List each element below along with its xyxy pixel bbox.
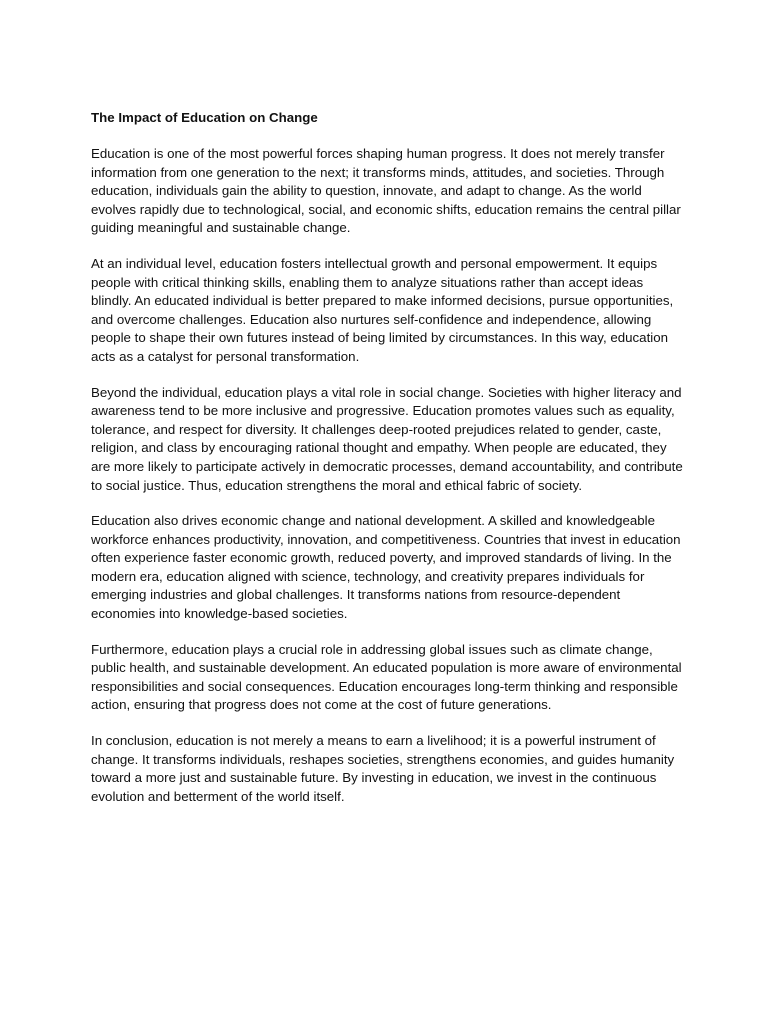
document-page — [91, 109, 683, 823]
paragraph-individual-level: At an individual level, education fosters intellectual growth and personal empowerment. It equips people with critical thinking skills, enabling them to analyze situations rather than accept ideas blindly. An educated individual is better prepared to make informed decisions, pursue opportunities, and overcome challenges. Education also nurtures self-confidence and independence, allowing people to shape their own futures instead of being limited by circumstances. In this way, education acts as a catalyst for personal transformation. — [91, 255, 674, 364]
paragraph-social-change: Beyond the individual, education plays a vital role in social change. Societies with higher literacy and awareness tend to be more inclusive and progressive. Education promotes values such as equality, tolerance, and respect for diversity. It challenges deep-rooted prejudices related to gender, caste, religion, and class by encouraging rational thought and empathy. When people are educated, they are more likely to participate actively in democratic processes, demand accountability, and contribute to social justice. Thus, education strengthens the moral and ethical fabric of society. — [91, 384, 683, 493]
paragraph-economic-change: Education also drives economic change and national development. A skilled and knowledgeable workforce enhances productivity, innovation, and competitiveness. Countries that invest in education often experience faster economic growth, reduced poverty, and improved standards of living. In the modern era, education aligned with science, technology, and creativity prepares individuals for emerging industries and global challenges. It transforms nations from resource-dependent economies into knowledge-based societies. — [91, 513, 681, 622]
document-title: The Impact of Education on Change — [91, 110, 318, 125]
paragraph-global-issues: Furthermore, education plays a crucial role in addressing global issues such as climate change, public health, and sustainable development. An educated population is more aware of environmental responsibilities and social consequences. Education encourages long-term thinking and responsible action, ensuring that progress does not come at the cost of future generations. — [91, 641, 682, 713]
paragraph-introduction: Education is one of the most powerful forces shaping human progress. It does not merely transfer information from one generation to the next; it transforms minds, attitudes, and societies. Through education, individuals gain the ability to question, innovate, and adapt to change. As the world evolves rapidly due to technological, social, and economic shifts, education remains the central pillar guiding meaningful and sustainable change. — [91, 146, 681, 236]
paragraph-conclusion: In conclusion, education is not merely a means to earn a livelihood; it is a powerful instrument of change. It transforms individuals, reshapes societies, strengthens economies, and guides humanity toward a more just and sustainable future. By investing in education, we invest in the continuous evolution and betterment of the world itself. — [91, 733, 675, 804]
